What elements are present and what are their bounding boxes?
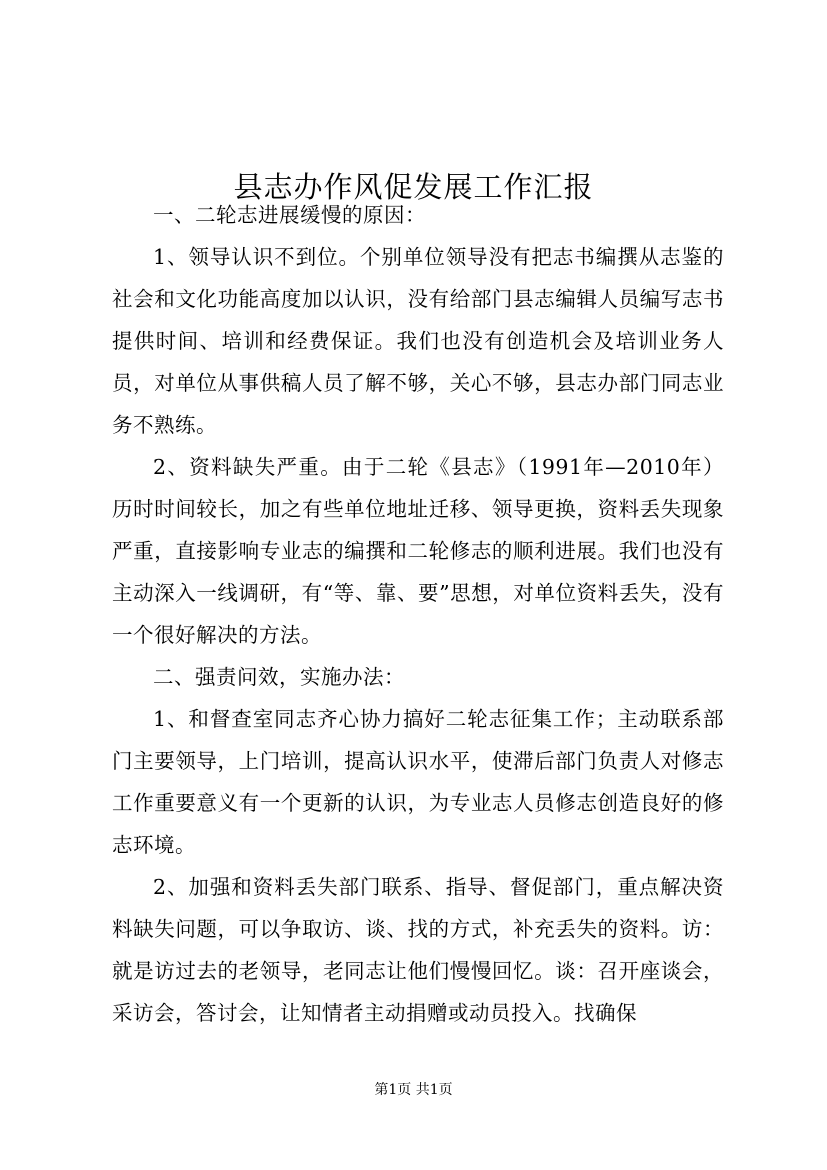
- document-body: [112, 194, 724, 1034]
- section-heading-1: 一、二轮志进展缓慢的原因：: [153, 203, 426, 227]
- paragraph-cooperation: 1、和督查室同志齐心协力搞好二轮志征集工作；主动联系部门主要领导，上门培训，提高认识水平，使滞后部门负责人对修志工作重要意义有一个更新的认识，为专业志人员修志创造良好的修志环境。: [112, 707, 724, 857]
- paragraph-leadership: 1、领导认识不到位。个别单位领导没有把志书编撰从志鉴的社会和文化功能高度加以认识，没有给部门县志编辑人员编写志书提供时间、培训和经费保证。我们也没有创造机会及培训业务人员，对单位从事供稿人员了解不够，关心不够，县志办部门同志业务不熟练。: [112, 245, 724, 437]
- paragraph-materials: 2、资料缺失严重。由于二轮《县志》（1991年—2010年）历时时间较长，加之有些单位地址迁移、领导更换，资料丢失现象严重，直接影响专业志的编撰和二轮修志的顺利进展。我们也没有主动深入一线调研，有“等、靠、要”思想，对单位资料丢失，没有一个很好解决的方法。: [112, 455, 724, 647]
- section-heading-2: 二、强责问效，实施办法：: [153, 665, 405, 689]
- paragraph-contact: 2、加强和资料丢失部门联系、指导、督促部门，重点解决资料缺失问题，可以争取访、谈、找的方式，补充丢失的资料。访：就是访过去的老领导，老同志让他们慢慢回忆。谈：召开座谈会，采访会，答讨会，让知情者主动捐赠或动员投入。找确保: [112, 875, 724, 1025]
- page-footer: 第1页 共1页: [374, 1082, 453, 1098]
- document-title: 县志办作风促发展工作汇报: [233, 170, 594, 205]
